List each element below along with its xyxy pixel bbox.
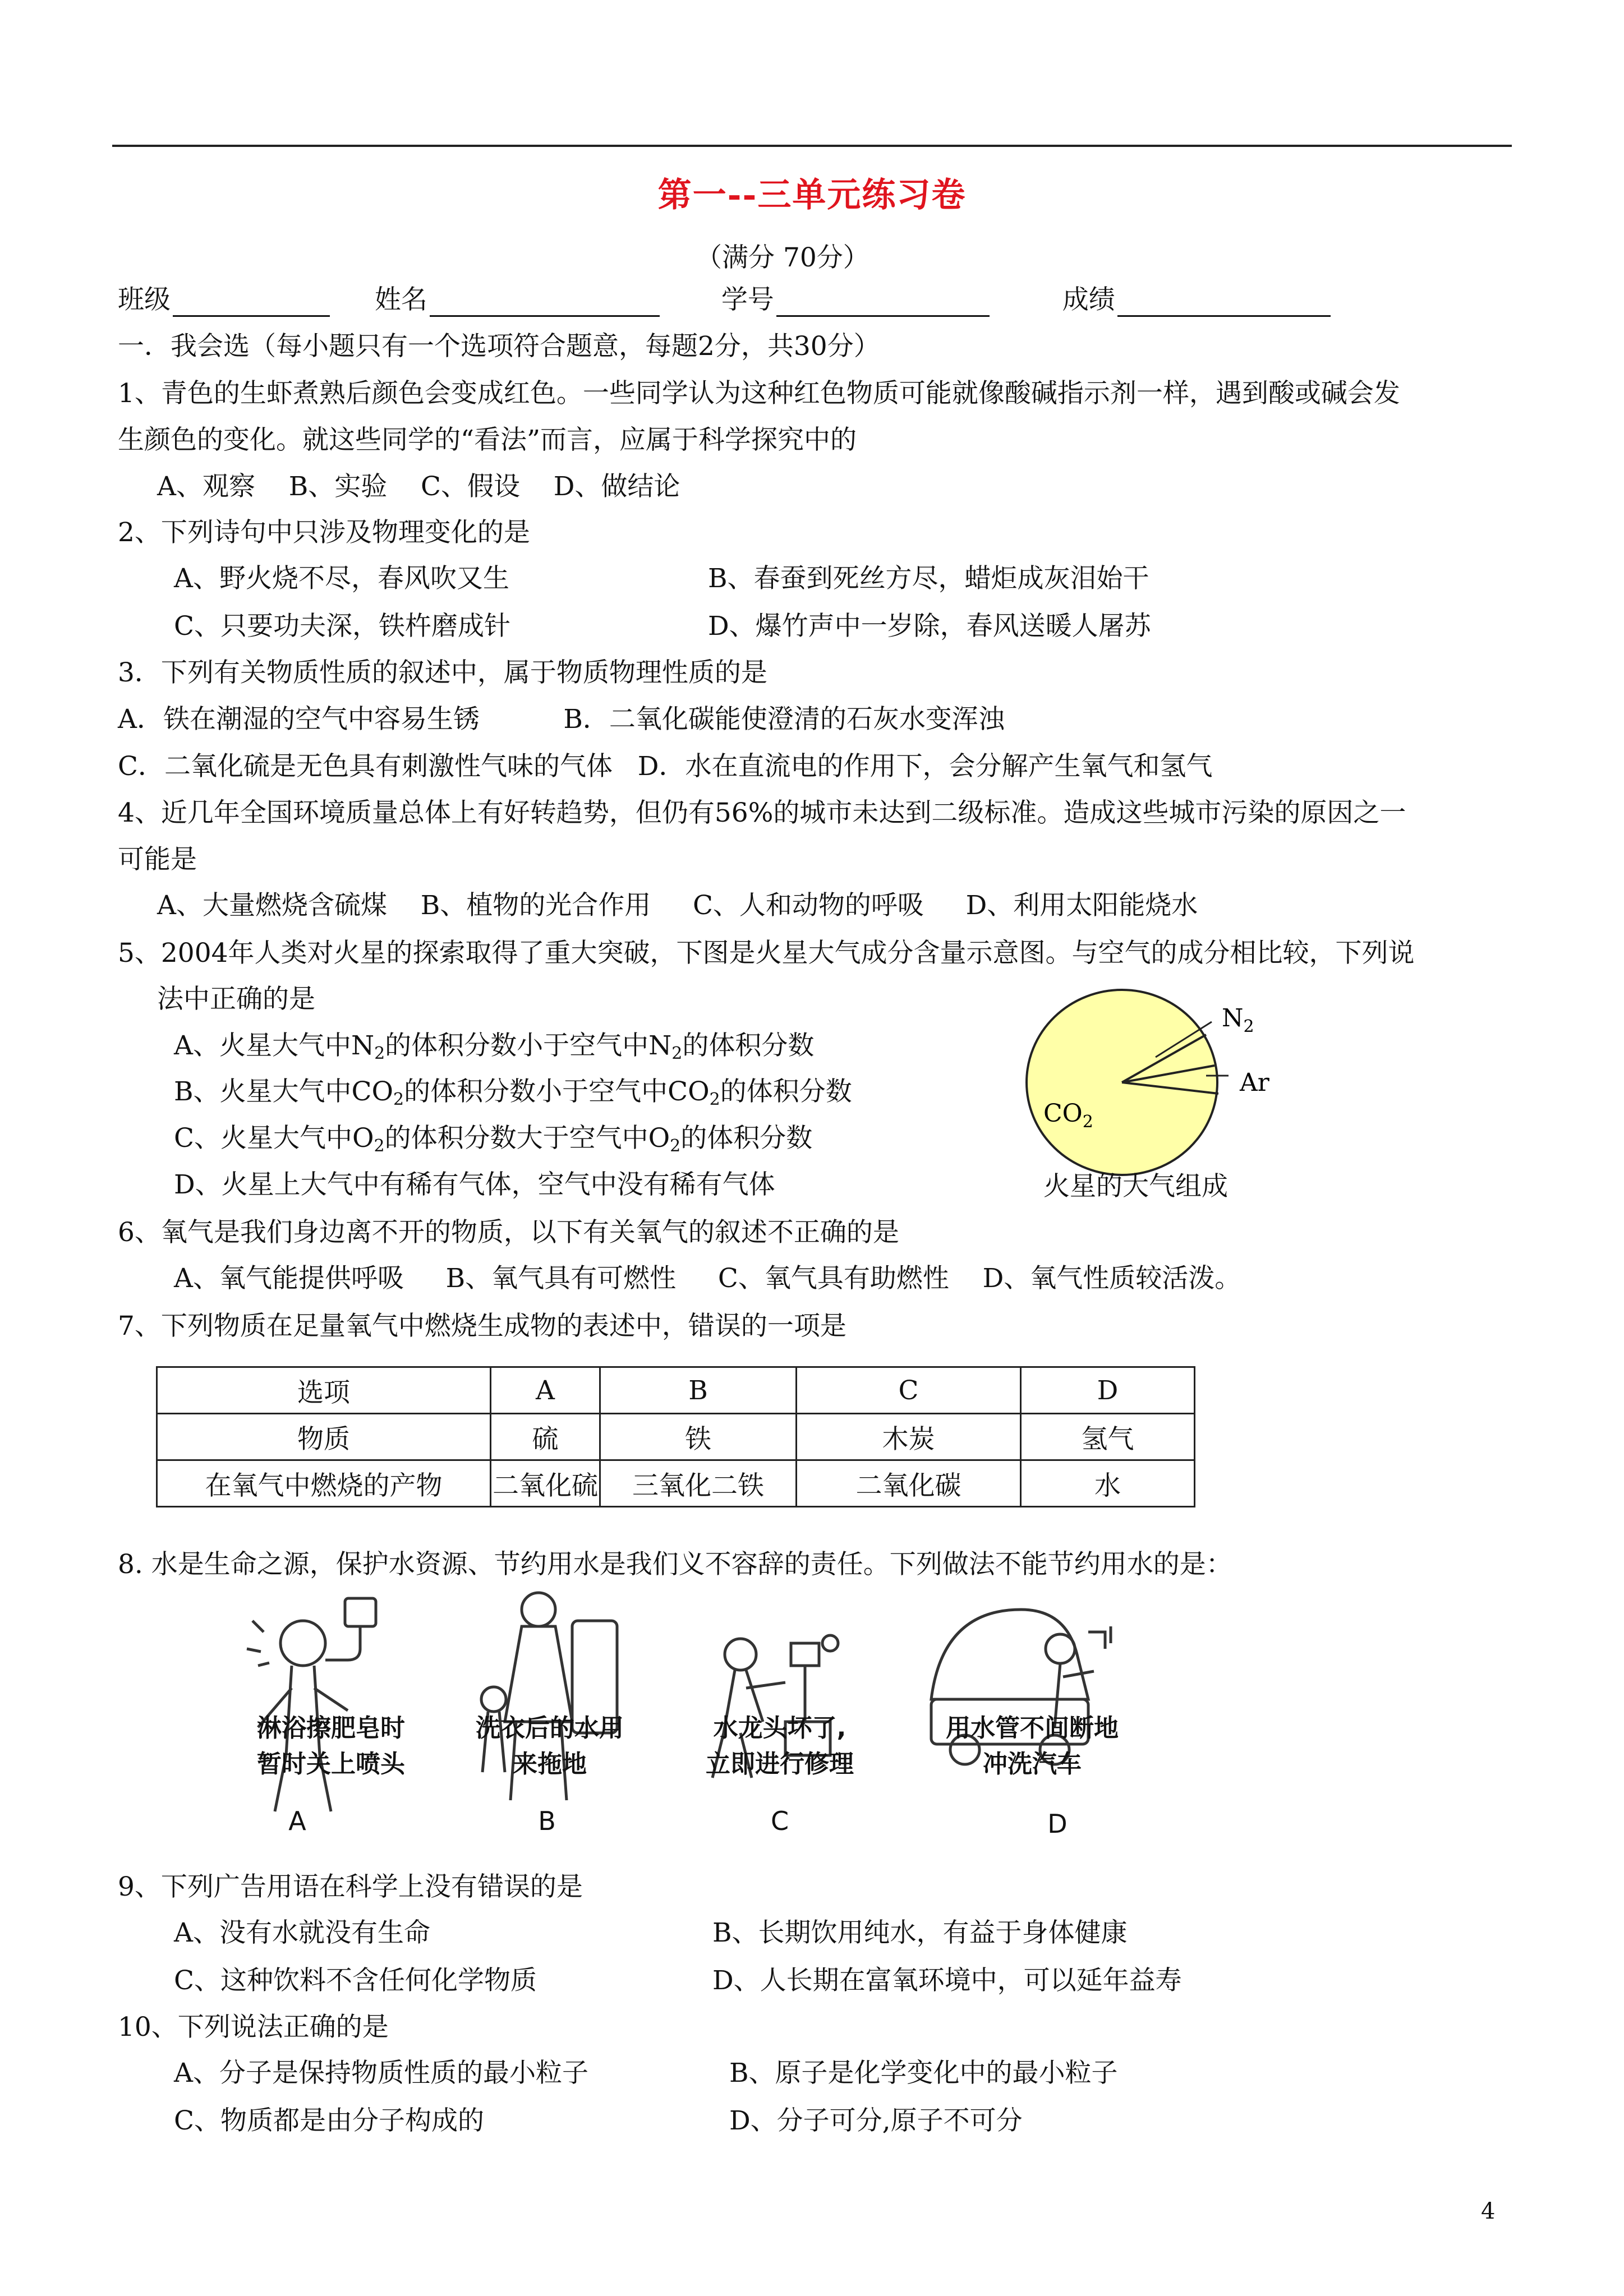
score-label: 成绩 xyxy=(1062,284,1115,315)
full-score: （满分 70分） xyxy=(696,242,869,273)
id-label: 学号 xyxy=(721,284,774,315)
caption-a: 淋浴擦肥皂时 暂时关上喷头 xyxy=(257,1714,405,1778)
q2-option-d: D、爆竹声中一岁除，春风送暖人屠苏 xyxy=(708,611,1151,642)
table-cell: 硫 xyxy=(491,1414,600,1460)
q5-stem-line1: 5、2004年人类对火星的探索取得了重大突破，下图是火星大气成分含量示意图。与空气的成分相比较，下列说 xyxy=(118,938,1415,969)
caption-c: 水龙头坏了, 立即进行修理 xyxy=(706,1714,854,1778)
caption-c-letter: C xyxy=(770,1806,789,1836)
table-cell: 水 xyxy=(1021,1460,1195,1507)
q6-options: A、氧气能提供呼吸 B、氧气具有可燃性 C、氧气具有助燃性 D、氧气性质较活泼。 xyxy=(174,1263,1241,1294)
q2-option-b: B、春蚕到死丝方尽，蜡炬成灰泪始干 xyxy=(708,563,1149,594)
table-cell: 选项 xyxy=(157,1367,491,1414)
q10-stem: 10、下列说法正确的是 xyxy=(118,2012,389,2043)
q2-option-c: C、只要功夫深，铁杵磨成针 xyxy=(174,611,510,642)
q9-stem: 9、下列广告用语在科学上没有错误的是 xyxy=(118,1871,583,1902)
q7-stem: 7、下列物质在足量氧气中燃烧生成物的表述中，错误的一项是 xyxy=(118,1311,846,1341)
q4-stem-line1: 4、近几年全国环境质量总体上有好转趋势，但仍有56%的城市未达到二级标准。造成这些城市污染的原因之一 xyxy=(118,797,1406,828)
q5-option-b: B、火星大气中$CO_2$的体积分数小于空气中$CO_2$的体积分数 xyxy=(174,1076,852,1109)
score-blank[interactable] xyxy=(1117,287,1331,317)
table-row xyxy=(157,1460,1195,1507)
q9-option-c: C、这种饮料不含任何化学物质 xyxy=(174,1965,537,1996)
co2-label: $CO_2$ xyxy=(1043,1099,1093,1132)
caption-b-letter: B xyxy=(538,1806,556,1836)
page-number: 4 xyxy=(1481,2198,1496,2224)
q5-option-c: C、火星大气中$O_2$的体积分数大于空气中$O_2$的体积分数 xyxy=(174,1123,813,1156)
q4-stem-line2: 可能是 xyxy=(118,844,197,875)
q9-option-b: B、长期饮用纯水，有益于身体健康 xyxy=(712,1917,1128,1948)
caption-a-letter: A xyxy=(288,1806,306,1836)
q3-stem: 3．下列有关物质性质的叙述中，属于物质物理性质的是 xyxy=(118,657,767,688)
q10-option-b: B、原子是化学变化中的最小粒子 xyxy=(729,2058,1118,2088)
q9-option-d: D、人长期在富氧环境中，可以延年益寿 xyxy=(712,1965,1182,1996)
q9-option-a: A、没有水就没有生命 xyxy=(174,1917,430,1948)
caption-d: 用水管不间断地 冲洗汽车 xyxy=(946,1714,1119,1778)
info-row xyxy=(118,283,1331,317)
class-blank[interactable] xyxy=(173,287,330,317)
table-cell: 物质 xyxy=(157,1414,491,1460)
pie-caption: 火星的大气组成 xyxy=(1043,1171,1228,1202)
table-cell: 木炭 xyxy=(797,1414,1021,1460)
table-cell: B xyxy=(600,1367,797,1414)
table-cell: 氢气 xyxy=(1021,1414,1195,1460)
ar-label: Ar xyxy=(1240,1068,1269,1097)
header-rule xyxy=(112,145,1512,147)
table-cell: 二氧化硫 xyxy=(491,1460,600,1507)
q2-option-a: A、野火烧不尽，春风吹又生 xyxy=(174,563,509,594)
q1-options: A、观察 B、实验 C、假设 D、做结论 xyxy=(157,471,680,502)
table-cell: 在氧气中燃烧的产物 xyxy=(157,1460,491,1507)
table-cell: 铁 xyxy=(600,1414,797,1460)
q6-stem: 6、氧气是我们身边离不开的物质，以下有关氧气的叙述不正确的是 xyxy=(118,1217,899,1248)
q2-stem: 2、下列诗句中只涉及物理变化的是 xyxy=(118,517,530,548)
q10-option-a: A、分子是保持物质性质的最小粒子 xyxy=(174,2058,588,2088)
q5-stem-line2: 法中正确的是 xyxy=(157,984,315,1015)
n2-label: $N_2$ xyxy=(1222,1004,1254,1036)
table-row xyxy=(157,1367,1195,1414)
q1-stem-line1: 1、青色的生虾煮熟后颜色会变成红色。一些同学认为这种红色物质可能就像酸碱指示剂一样，遇到酸或碱会发 xyxy=(118,378,1400,409)
q10-option-c: C、物质都是由分子构成的 xyxy=(174,2105,484,2136)
q8-stem: 8. 水是生命之源，保护水资源、节约用水是我们义不容辞的责任。下列做法不能节约用水的是： xyxy=(118,1549,1232,1580)
table-cell: 三氧化二铁 xyxy=(600,1460,797,1507)
table-row xyxy=(157,1414,1195,1460)
name-blank[interactable] xyxy=(430,287,660,317)
q1-stem-line2: 生颜色的变化。就这些同学的“看法”而言，应属于科学探究中的 xyxy=(118,425,857,455)
caption-d-letter: D xyxy=(1047,1809,1068,1839)
name-label: 姓名 xyxy=(374,284,427,315)
table-cell: 二氧化碳 xyxy=(797,1460,1021,1507)
q7-table xyxy=(156,1366,1195,1507)
caption-b: 洗衣后的水用 来拖地 xyxy=(476,1714,624,1778)
section-heading: 一．我会选（每小题只有一个选项符合题意，每题2分，共30分） xyxy=(118,331,880,362)
q3-options-ab: A．铁在潮湿的空气中容易生锈 B．二氧化碳能使澄清的石灰水变浑浊 xyxy=(118,704,1005,735)
class-label: 班级 xyxy=(118,284,171,315)
table-cell: D xyxy=(1021,1367,1195,1414)
q5-option-a: A、火星大气中$N_2$的体积分数小于空气中$N_2$的体积分数 xyxy=(174,1030,815,1063)
q10-option-d: D、分子可分,原子不可分 xyxy=(729,2105,1023,2136)
id-blank[interactable] xyxy=(776,287,990,317)
q4-options: A、大量燃烧含硫煤 B、植物的光合作用 C、人和动物的呼吸 D、利用太阳能烧水 xyxy=(157,890,1198,921)
q5-option-d: D、火星上大气中有稀有气体，空气中没有稀有气体 xyxy=(174,1169,775,1200)
table-cell: A xyxy=(491,1367,600,1414)
page-title: 第一--三单元练习卷 xyxy=(657,176,967,215)
q3-options-cd: C．二氧化硫是无色具有刺激性气味的气体 D．水在直流电的作用下，会分解产生氧气和氢气 xyxy=(118,751,1213,782)
table-cell: C xyxy=(797,1367,1021,1414)
